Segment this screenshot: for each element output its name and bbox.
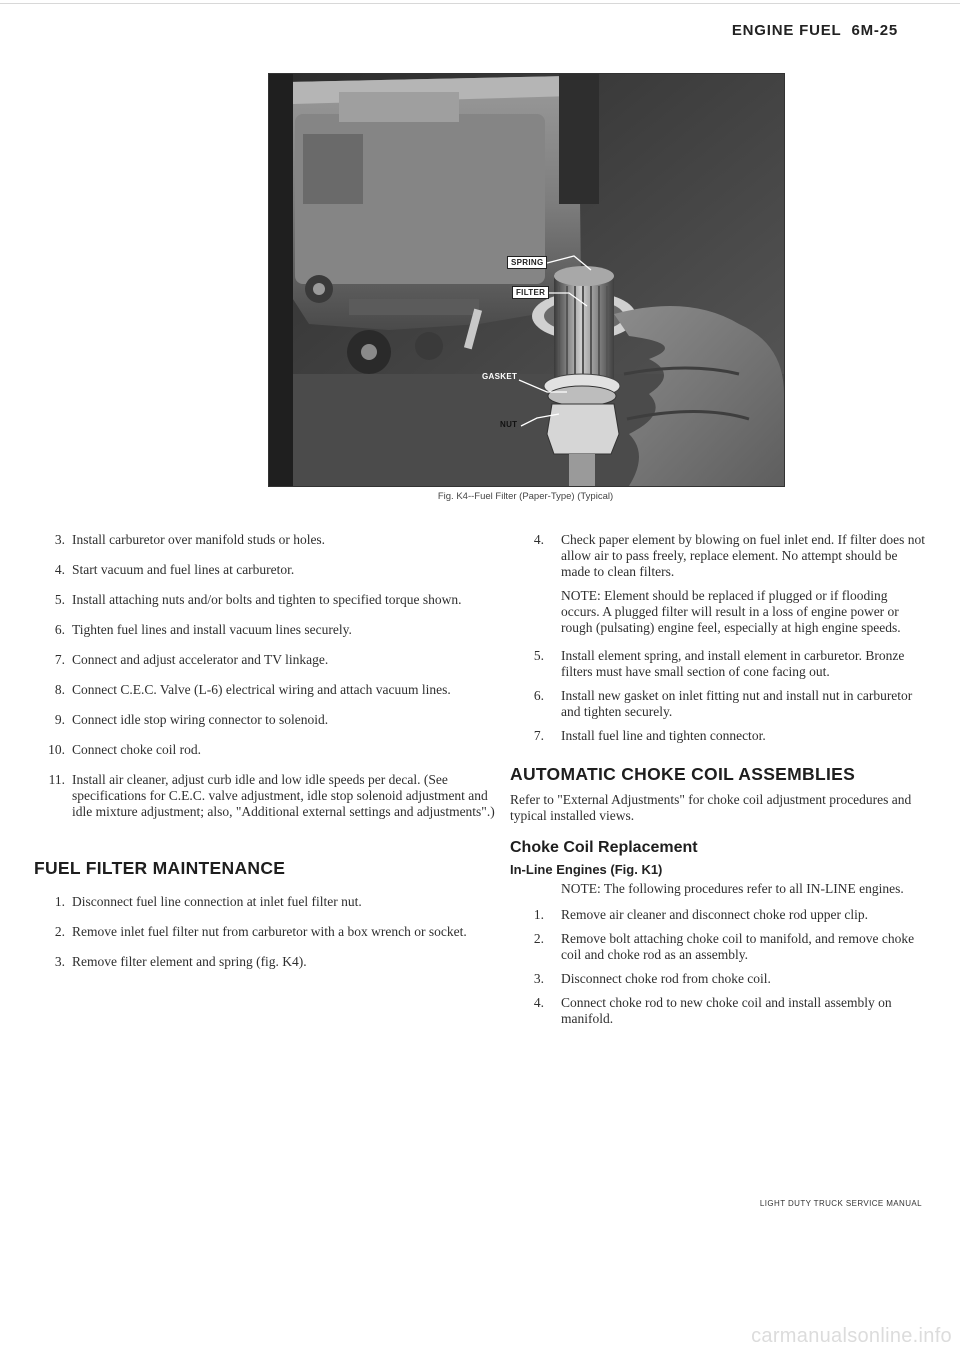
- header-rule: [0, 3, 960, 4]
- step-text: Install carburetor over manifold studs or holes.: [72, 532, 326, 547]
- step-number: 2.: [54, 924, 65, 939]
- list-item: [28, 622, 498, 638]
- figure-caption: Fig. K4--Fuel Filter (Paper-Type) (Typical): [437, 491, 614, 502]
- step-text: Tighten fuel lines and install vacuum lines securely.: [72, 622, 352, 637]
- figure-fuel-filter-photo: [268, 73, 785, 487]
- choke-intro-paragraph: Refer to "External Adjustments" for choke coil adjustment procedures and typical installed views.: [510, 792, 912, 823]
- list-item: [28, 894, 498, 910]
- step-text: Install element spring, and install element in carburetor. Bronze filters must have small section of cone facing out.: [561, 648, 905, 679]
- step-number: 1.: [54, 894, 65, 909]
- step-text: Connect idle stop wiring connector to solenoid.: [72, 712, 329, 727]
- step-text: Disconnect choke rod from choke coil.: [561, 971, 771, 986]
- list-item: [28, 954, 498, 970]
- right-column: [510, 532, 928, 1035]
- list-item: [510, 971, 928, 987]
- list-item: [510, 728, 928, 744]
- step-number: 4.: [533, 995, 544, 1010]
- callout-filter: FILTER: [512, 286, 549, 299]
- step-number: 11.: [48, 772, 65, 787]
- step-text: Remove bolt attaching choke coil to manifold, and remove choke coil and choke rod as an assembly.: [561, 931, 915, 962]
- step-number: 6.: [533, 688, 544, 703]
- heading-fuel-filter-maintenance: FUEL FILTER MAINTENANCE: [34, 858, 286, 878]
- list-item: [28, 562, 498, 578]
- step-number: 1.: [533, 907, 544, 922]
- step-text: Connect and adjust accelerator and TV linkage.: [72, 652, 329, 667]
- list-item: [510, 995, 928, 1027]
- callout-gasket: GASKET: [482, 372, 518, 381]
- list-item: [510, 648, 928, 680]
- step-text: Connect C.E.C. Valve (L-6) electrical wiring and attach vacuum lines.: [72, 682, 451, 697]
- note-inline-engines: NOTE: The following procedures refer to all IN-LINE engines.: [561, 881, 904, 896]
- step-text: Check paper element by blowing on fuel inlet end. If filter does not allow air to pass freely, replace element. No attempt should be made to clean filters.: [561, 532, 926, 579]
- step-number: 9.: [54, 712, 65, 727]
- step-number: 6.: [54, 622, 65, 637]
- list-item: [510, 688, 928, 720]
- step-number: 3.: [533, 971, 544, 986]
- list-item: [28, 592, 498, 608]
- footer-manual-title: LIGHT DUTY TRUCK SERVICE MANUAL: [759, 1199, 922, 1208]
- running-head: [732, 22, 898, 39]
- step-text: Install air cleaner, adjust curb idle and low idle speeds per decal. (See specifications for C.E.C. valve adjustment, idle stop solenoid adjustment and idle mixture adjustment; also, "Additional external settings and adjustments".): [72, 772, 495, 819]
- list-item: [28, 532, 498, 548]
- step-number: 3.: [54, 954, 65, 969]
- heading-inline-engines: In-Line Engines (Fig. K1): [510, 862, 663, 877]
- step-text: Start vacuum and fuel lines at carburetor.: [72, 562, 295, 577]
- list-item: [28, 772, 498, 820]
- list-item: [28, 742, 498, 758]
- list-item: [28, 924, 498, 940]
- step-number: 3.: [54, 532, 65, 547]
- step-text: Install new gasket on inlet fitting nut and install nut in carburetor and tighten securely.: [561, 688, 913, 719]
- step-number: 8.: [54, 682, 65, 697]
- step-number: 5.: [533, 648, 544, 663]
- list-item: [28, 712, 498, 728]
- step-number: 7.: [533, 728, 544, 743]
- note-element-replacement: NOTE: Element should be replaced if plugged or if flooding occurs. A plugged filter will result in a loss of engine power or rough (pulsating) engine feel, especially at high engine speeds.: [561, 588, 901, 635]
- step-number: 5.: [54, 592, 65, 607]
- step-text: Connect choke coil rod.: [72, 742, 201, 757]
- step-number: 2.: [533, 931, 544, 946]
- step-number: 4.: [54, 562, 65, 577]
- page-number: 6M-25: [851, 22, 898, 39]
- heading-choke-coil-replacement: Choke Coil Replacement: [510, 839, 698, 856]
- step-text: Remove inlet fuel filter nut from carburetor with a box wrench or socket.: [72, 924, 467, 939]
- list-item: [510, 532, 928, 580]
- left-column: [28, 532, 498, 984]
- step-text: Connect choke rod to new choke coil and install assembly on manifold.: [561, 995, 892, 1026]
- fuel-filter-illustration: [269, 74, 784, 486]
- list-item: [510, 907, 928, 923]
- list-item: [28, 652, 498, 668]
- step-text: Install fuel line and tighten connector.: [561, 728, 766, 743]
- callout-nut: NUT: [500, 420, 518, 429]
- step-text: Remove filter element and spring (fig. K4).: [72, 954, 307, 969]
- callout-spring: SPRING: [507, 256, 547, 269]
- step-text: Disconnect fuel line connection at inlet fuel filter nut.: [72, 894, 362, 909]
- list-item: [28, 682, 498, 698]
- step-number: 7.: [54, 652, 65, 667]
- step-text: Install attaching nuts and/or bolts and tighten to specified torque shown.: [72, 592, 462, 607]
- list-item: [510, 931, 928, 963]
- section-title: ENGINE FUEL: [731, 22, 842, 39]
- step-number: 4.: [533, 532, 544, 547]
- heading-automatic-choke-coil: AUTOMATIC CHOKE COIL ASSEMBLIES: [510, 764, 856, 784]
- step-number: 10.: [48, 742, 65, 757]
- step-text: Remove air cleaner and disconnect choke rod upper clip.: [561, 907, 868, 922]
- watermark: carmanualsonline.info: [751, 1325, 952, 1347]
